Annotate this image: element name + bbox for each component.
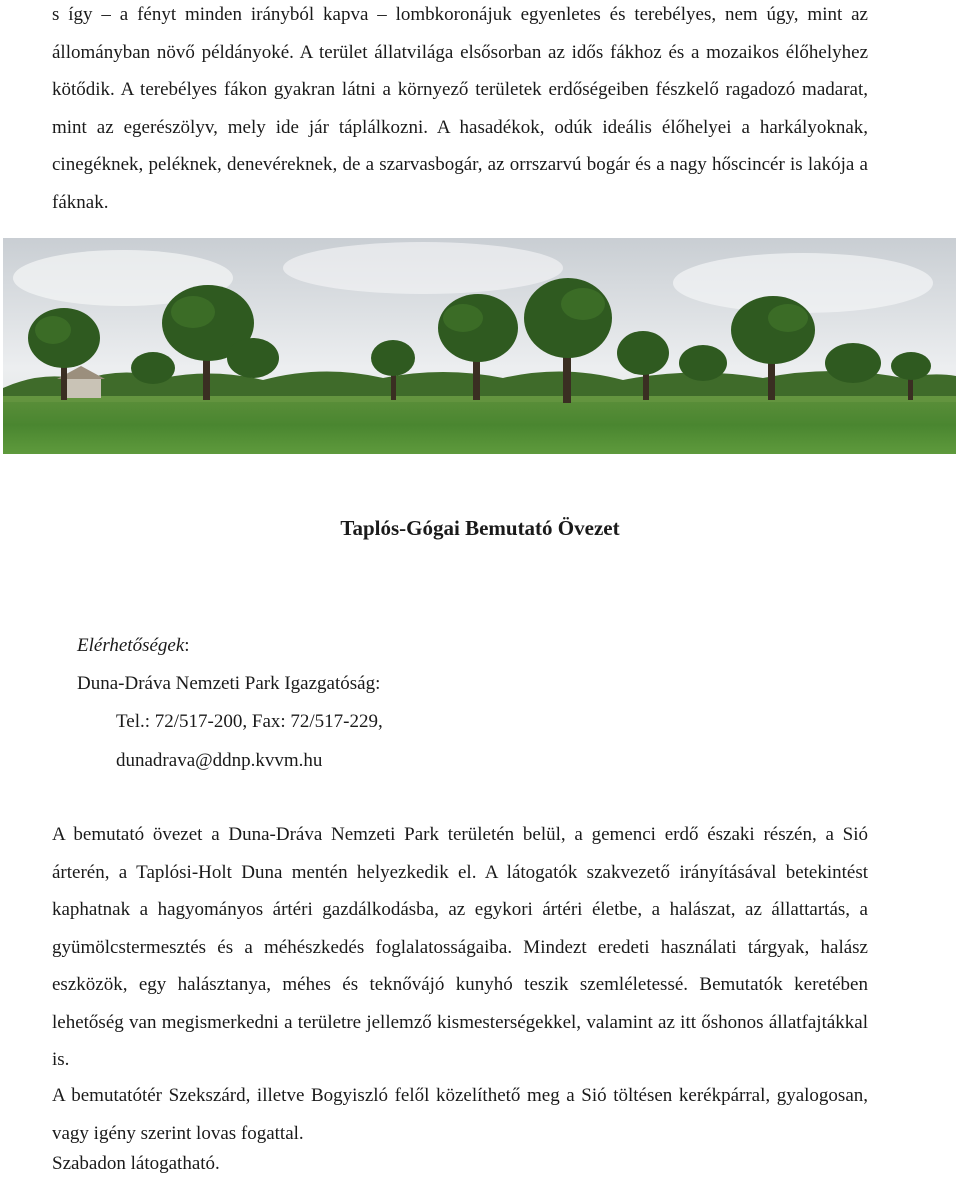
access-paragraph: A bemutatótér Szekszárd, illetve Bogyiszló felől közelíthető meg a Sió töltésen kerékpárral, gyalogosan, vagy igény szerint lovas fogattal.	[52, 1085, 868, 1144]
contact-email: dunadrava@ddnp.kvvm.hu	[116, 750, 323, 771]
contact-organization: Duna-Dráva Nemzeti Park Igazgatóság:	[77, 673, 381, 694]
section-title: Taplós-Gógai Bemutató Övezet	[340, 516, 620, 540]
contact-label-colon: :	[184, 635, 190, 656]
contact-phone-fax: Tel.: 72/517-200, Fax: 72/517-229,	[116, 711, 383, 732]
contact-label-line	[77, 635, 190, 657]
meadow-oak-trees-image	[3, 238, 956, 454]
contact-label: Elérhetőségek	[77, 635, 185, 656]
meadow-photo	[3, 238, 956, 454]
description-paragraph: A bemutató övezet a Duna-Dráva Nemzeti Park területén belül, a gemenci erdő északi részén, a Sió árterén, a Taplósi-Holt Duna mentén helyezkedik el. A látogatók szakvezető irányításával betekintést kaphatnak a hagyományos ártéri gazdálkodásba, az egykori ártéri életbe, a halászat, az állattartás, a gyümölcstermesztés és a méhészkedés foglalatosságaiba. Mindezt eredeti használati tárgyak, halász eszközök, egy halásztanya, méhes és teknővájó kunyhó teszik szemléletessé. Bemutatók keretében lehetőség van megismerkedni a területre jellemző kismesterségekkel, valamint az itt őshonos állatfajtákkal is.	[52, 824, 868, 1070]
intro-paragraph: s így – a fényt minden irányból kapva – lombkoronájuk egyenletes és terebélyes, nem úgy, mint az állományban növő példányoké. A terület állatvilága elsősorban az idős fákhoz és a mozaikos élőhelyhez kötődik. A terebélyes fákon gyakran látni a környező területek erdőségeiben fészkelő ragadozó madarat, mint az egerészölyv, mely ide jár táplálkozni. A hasadékok, odúk ideális élőhelyei a harkályoknak, cinegéknek, peléknek, denevéreknek, de a szarvasbogár, az orrszarvú bogár és a nagy hőscincér is lakója a fáknak.	[52, 4, 868, 213]
visiting-note: Szabadon látogatható.	[52, 1153, 220, 1174]
